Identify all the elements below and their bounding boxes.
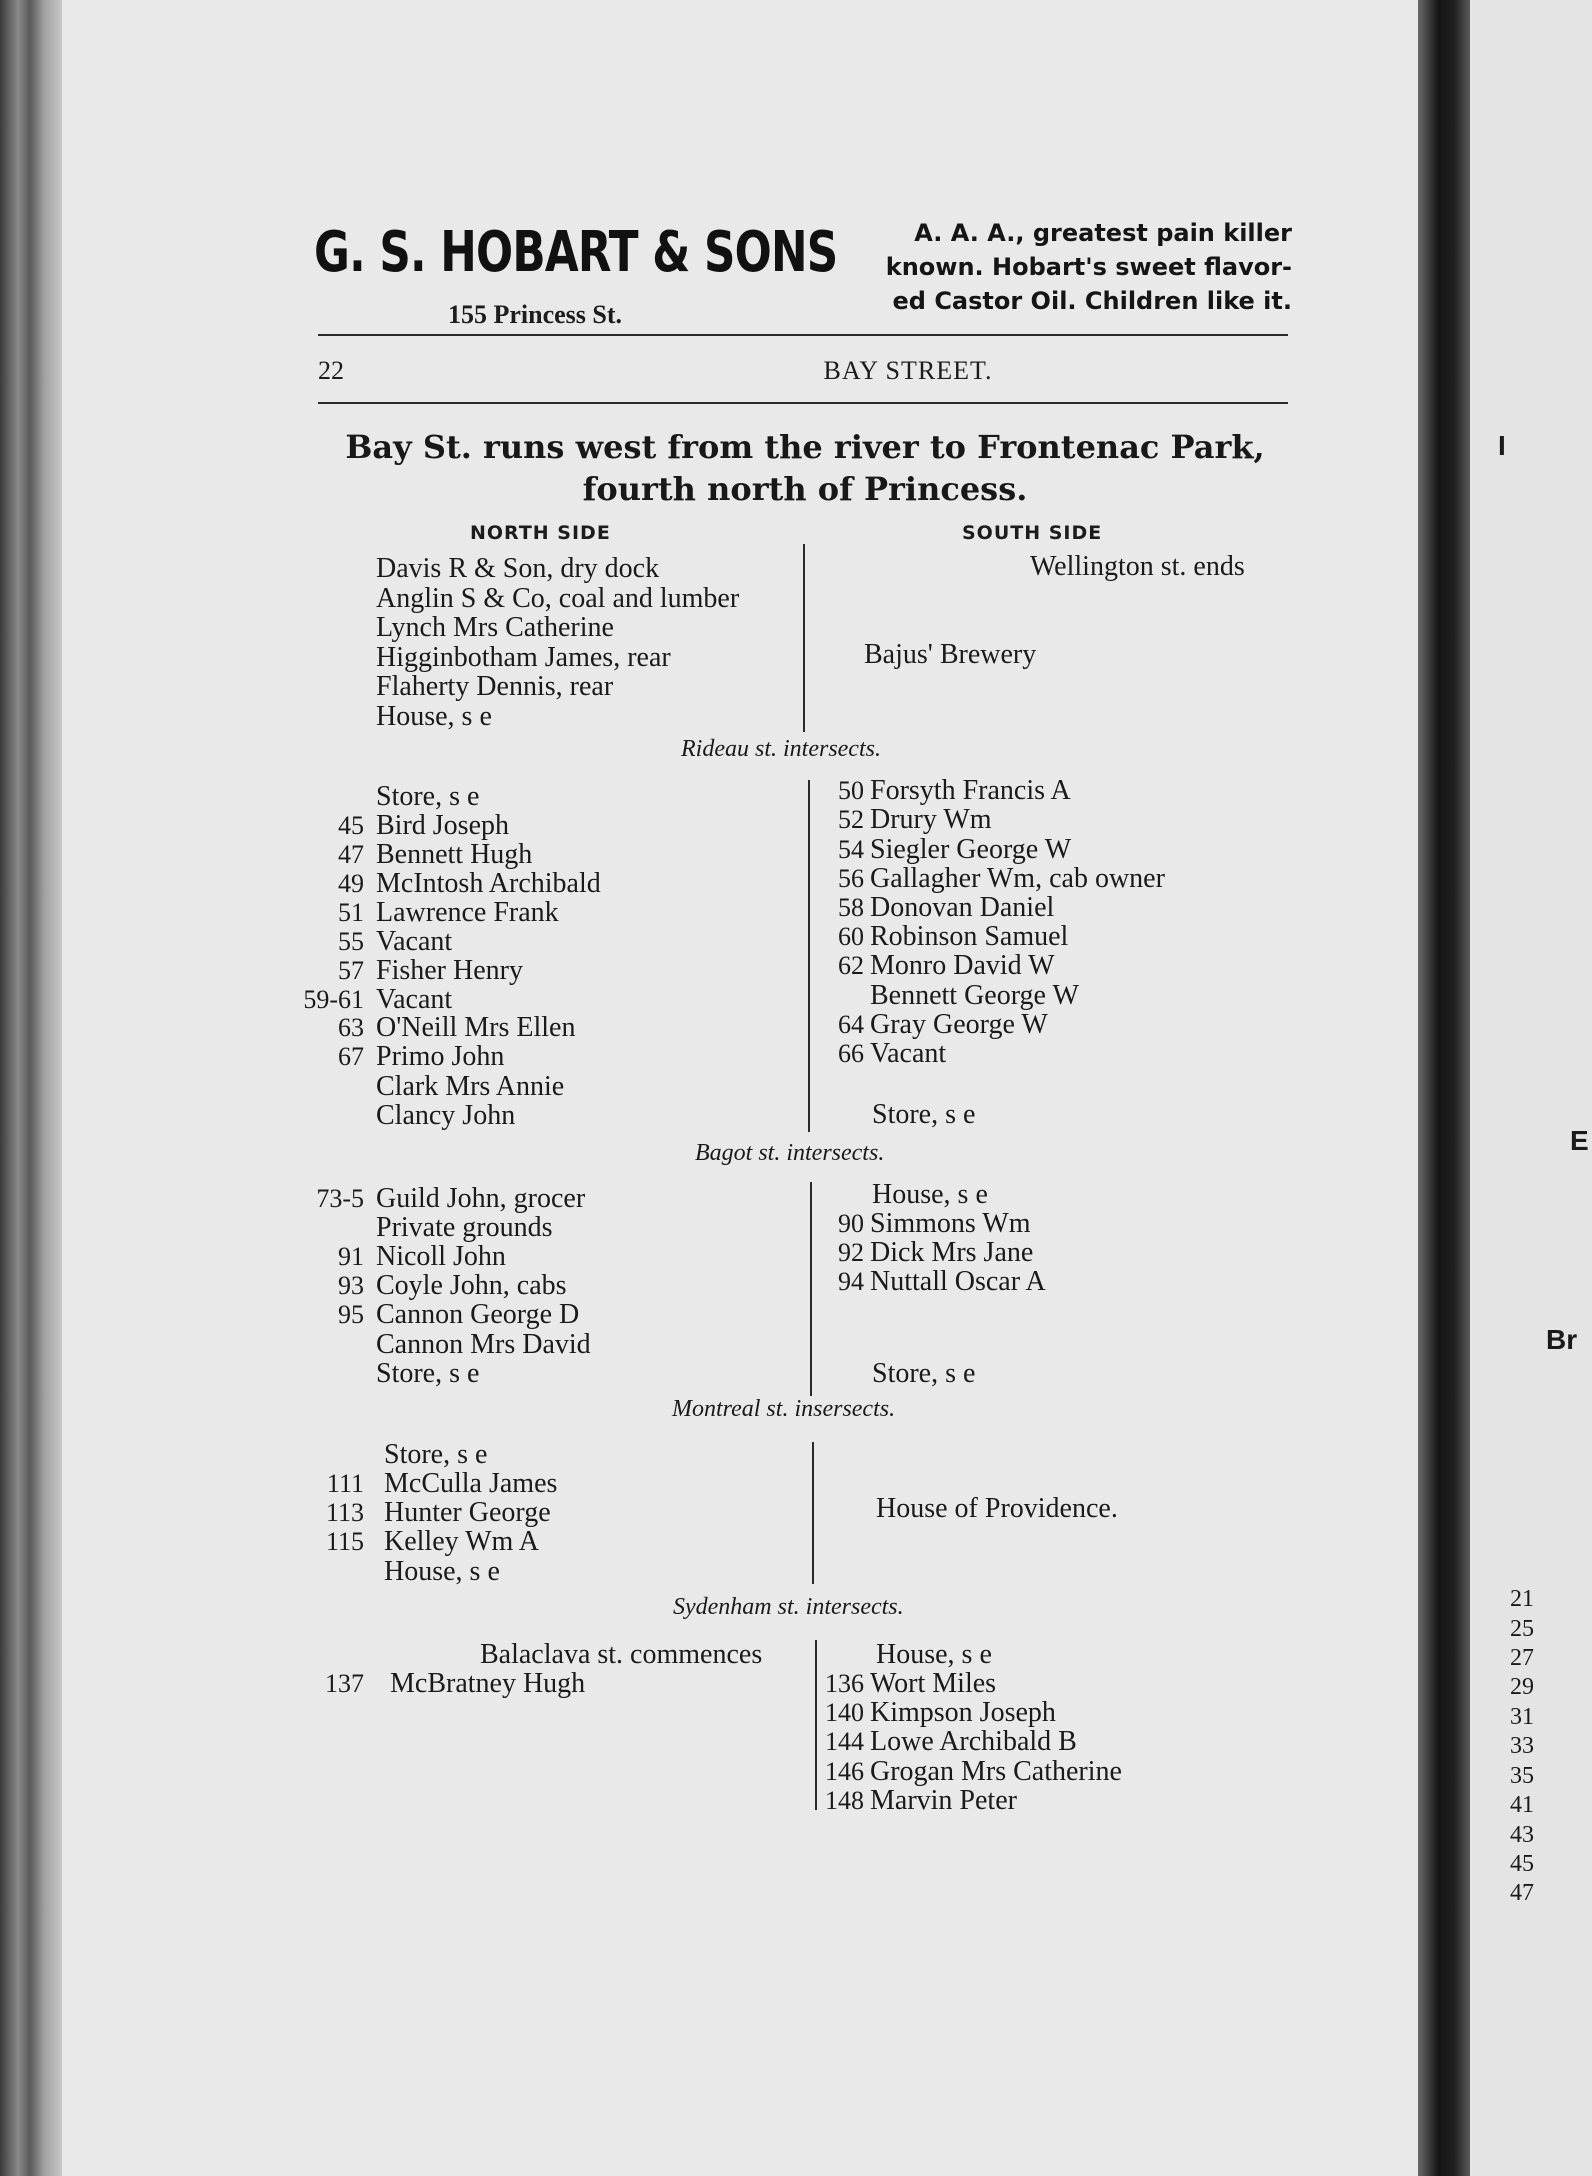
- south-resident-name: Wort Miles: [870, 1668, 997, 1699]
- south-house-number: 52: [838, 805, 864, 834]
- south-house-number: 136: [825, 1669, 864, 1698]
- running-head: [318, 356, 1288, 390]
- south-house-number: 54: [838, 835, 864, 864]
- section-title: BAY STREET.: [823, 356, 993, 385]
- cross-street: Sydenham st. intersects.: [673, 1594, 904, 1620]
- north-resident-name: Vacant: [376, 984, 453, 1015]
- north-resident-name: House, s e: [384, 1556, 500, 1587]
- south-resident-name: Gallagher Wm, cab owner: [870, 863, 1165, 894]
- book-spine-edge: [0, 0, 62, 2176]
- north-resident-name: McBratney Hugh: [390, 1668, 586, 1699]
- south-house-number: 62: [838, 951, 864, 980]
- facing-page-number: 33: [1510, 1733, 1534, 1759]
- north-house-number: 67: [338, 1042, 364, 1071]
- north-resident-name: Clancy John: [376, 1100, 516, 1131]
- advertisement-banner: [310, 212, 1290, 332]
- north-resident-name: Anglin S & Co, coal and lumber: [376, 583, 740, 614]
- south-resident-name: Store, s e: [872, 1099, 976, 1130]
- north-resident-name: Cannon George D: [376, 1299, 580, 1330]
- south-resident-name: Simmons Wm: [870, 1208, 1031, 1239]
- facing-page-number: 31: [1510, 1704, 1534, 1730]
- south-resident-name: Marvin Peter: [870, 1785, 1017, 1816]
- north-resident-name: Flaherty Dennis, rear: [376, 671, 614, 702]
- page-number: 22: [318, 356, 344, 385]
- north-resident-name: Bennett Hugh: [376, 839, 533, 870]
- facing-page-number: 29: [1510, 1674, 1534, 1700]
- south-house-number: 56: [838, 864, 864, 893]
- south-house-number: 140: [825, 1698, 864, 1727]
- facing-page-fragment: Br: [1546, 1324, 1578, 1355]
- south-resident-name: Kimpson Joseph: [870, 1697, 1056, 1728]
- north-resident-name: Cannon Mrs David: [376, 1329, 591, 1360]
- south-house-number: 58: [838, 893, 864, 922]
- column-divider: [803, 544, 805, 732]
- column-divider: [815, 1640, 817, 1810]
- south-house-number: 146: [825, 1757, 864, 1786]
- south-resident-name: Vacant: [870, 1038, 947, 1069]
- north-house-number: 59-61: [303, 985, 364, 1014]
- south-resident-name: Bennett George W: [870, 980, 1079, 1011]
- south-resident-name: Store, s e: [872, 1358, 976, 1389]
- north-resident-name: Store, s e: [376, 1358, 480, 1389]
- north-resident-name: Guild John, grocer: [376, 1183, 586, 1214]
- north-house-number: 51: [338, 898, 364, 927]
- north-house-number: 91: [338, 1242, 364, 1271]
- north-house-number: 55: [338, 927, 364, 956]
- intro-line: fourth north of Princess.: [582, 470, 1028, 508]
- south-house-number: 92: [838, 1238, 864, 1267]
- column-divider: [812, 1442, 814, 1584]
- north-house-number: 113: [325, 1498, 364, 1527]
- facing-page-number: 47: [1510, 1880, 1534, 1906]
- north-house-number: 45: [338, 811, 364, 840]
- facing-page-number: 43: [1510, 1822, 1534, 1848]
- south-resident-name: House of Providence.: [876, 1493, 1118, 1524]
- south-resident-name: Robinson Samuel: [870, 921, 1069, 952]
- column-divider: [808, 780, 810, 1132]
- facing-page-fragment: E: [1570, 1125, 1589, 1156]
- north-resident-name: Private grounds: [376, 1212, 553, 1243]
- street-description: [310, 426, 1300, 510]
- north-resident-name: Davis R & Son, dry dock: [376, 553, 660, 584]
- cross-street: Rideau st. intersects.: [681, 736, 881, 762]
- cross-street: Montreal st. insersects.: [672, 1396, 896, 1422]
- south-resident-name: Forsyth Francis A: [870, 775, 1071, 806]
- north-resident-name: Kelley Wm A: [384, 1526, 540, 1557]
- north-resident-name: Vacant: [376, 926, 453, 957]
- north-resident-name: Nicoll John: [376, 1241, 506, 1272]
- south-house-number: 50: [838, 776, 864, 805]
- north-resident-name: Store, s e: [384, 1439, 488, 1470]
- facing-page-number: 35: [1510, 1763, 1534, 1789]
- column-divider: [810, 1182, 812, 1396]
- facing-page-edge: [1470, 0, 1592, 2176]
- north-resident-name: Coyle John, cabs: [376, 1270, 567, 1301]
- south-resident-name: Siegler George W: [870, 834, 1072, 865]
- north-resident-name: Lawrence Frank: [376, 897, 559, 928]
- south-resident-name: Wellington st. ends: [1030, 551, 1245, 582]
- north-resident-name: McCulla James: [384, 1468, 558, 1499]
- facing-page-fragment: I: [1498, 430, 1506, 461]
- south-resident-name: Gray George W: [870, 1009, 1048, 1040]
- south-resident-name: Nuttall Oscar A: [870, 1266, 1046, 1297]
- facing-page-number: 21: [1510, 1586, 1534, 1612]
- north-resident-name: Clark Mrs Annie: [376, 1071, 565, 1102]
- south-resident-name: Grogan Mrs Catherine: [870, 1756, 1122, 1787]
- north-resident-name: House, s e: [376, 701, 492, 732]
- south-house-number: 94: [838, 1267, 864, 1296]
- facing-page-number: 41: [1510, 1792, 1534, 1818]
- north-house-number: 115: [325, 1527, 364, 1556]
- cross-street: Bagot st. intersects.: [695, 1140, 885, 1166]
- north-house-number: 63: [338, 1013, 364, 1042]
- advert-copy-line: ed Castor Oil. Children like it.: [892, 287, 1292, 315]
- south-resident-name: House, s e: [876, 1639, 992, 1670]
- advertiser-address: 155 Princess St.: [448, 300, 623, 329]
- facing-page-number: 27: [1510, 1645, 1534, 1671]
- south-resident-name: Dick Mrs Jane: [870, 1237, 1034, 1268]
- advert-copy-line: known. Hobart's sweet flavor-: [885, 253, 1292, 281]
- north-resident-name: Balaclava st. commences: [480, 1639, 763, 1670]
- north-resident-name: Primo John: [376, 1041, 505, 1072]
- north-resident-name: Store, s e: [376, 781, 480, 812]
- facing-page-number: 45: [1510, 1851, 1534, 1877]
- facing-page-number: 25: [1510, 1616, 1534, 1642]
- north-house-number: 111: [326, 1469, 364, 1498]
- north-resident-name: O'Neill Mrs Ellen: [376, 1012, 576, 1043]
- north-house-number: 95: [338, 1300, 364, 1329]
- north-resident-name: Hunter George: [384, 1497, 551, 1528]
- south-resident-name: Drury Wm: [870, 804, 992, 835]
- intro-line: Bay St. runs west from the river to Frontenac Park,: [345, 428, 1265, 466]
- south-resident-name: House, s e: [872, 1179, 988, 1210]
- north-house-number: 49: [338, 869, 364, 898]
- south-resident-name: Lowe Archibald B: [870, 1726, 1077, 1757]
- south-house-number: 144: [825, 1727, 864, 1756]
- advert-copy-line: A. A. A., greatest pain killer: [914, 219, 1292, 247]
- north-house-number: 93: [338, 1271, 364, 1300]
- north-resident-name: Bird Joseph: [376, 810, 509, 841]
- south-house-number: 60: [838, 922, 864, 951]
- north-house-number: 47: [338, 840, 364, 869]
- south-resident-name: Monro David W: [870, 950, 1055, 981]
- south-resident-name: Bajus' Brewery: [864, 639, 1037, 670]
- advert-rule: [318, 334, 1288, 336]
- south-house-number: 64: [838, 1010, 864, 1039]
- north-side-heading: NORTH SIDE: [470, 522, 611, 544]
- south-resident-name: Donovan Daniel: [870, 892, 1055, 923]
- north-resident-name: Fisher Henry: [376, 955, 523, 986]
- north-house-number: 137: [325, 1669, 364, 1698]
- advertisement-copy: [802, 216, 1292, 318]
- header-rule: [318, 402, 1288, 404]
- north-resident-name: Higginbotham James, rear: [376, 642, 671, 673]
- north-resident-name: McIntosh Archibald: [376, 868, 601, 899]
- south-house-number: 90: [838, 1209, 864, 1238]
- advertiser-name: G. S. HOBART & SONS: [314, 220, 838, 285]
- north-house-number: 57: [338, 956, 364, 985]
- south-house-number: 66: [838, 1039, 864, 1068]
- north-house-number: 73-5: [316, 1184, 364, 1213]
- north-resident-name: Lynch Mrs Catherine: [376, 612, 614, 643]
- book-gutter: [1418, 0, 1470, 2176]
- south-side-heading: SOUTH SIDE: [962, 522, 1103, 544]
- south-house-number: 148: [825, 1786, 864, 1815]
